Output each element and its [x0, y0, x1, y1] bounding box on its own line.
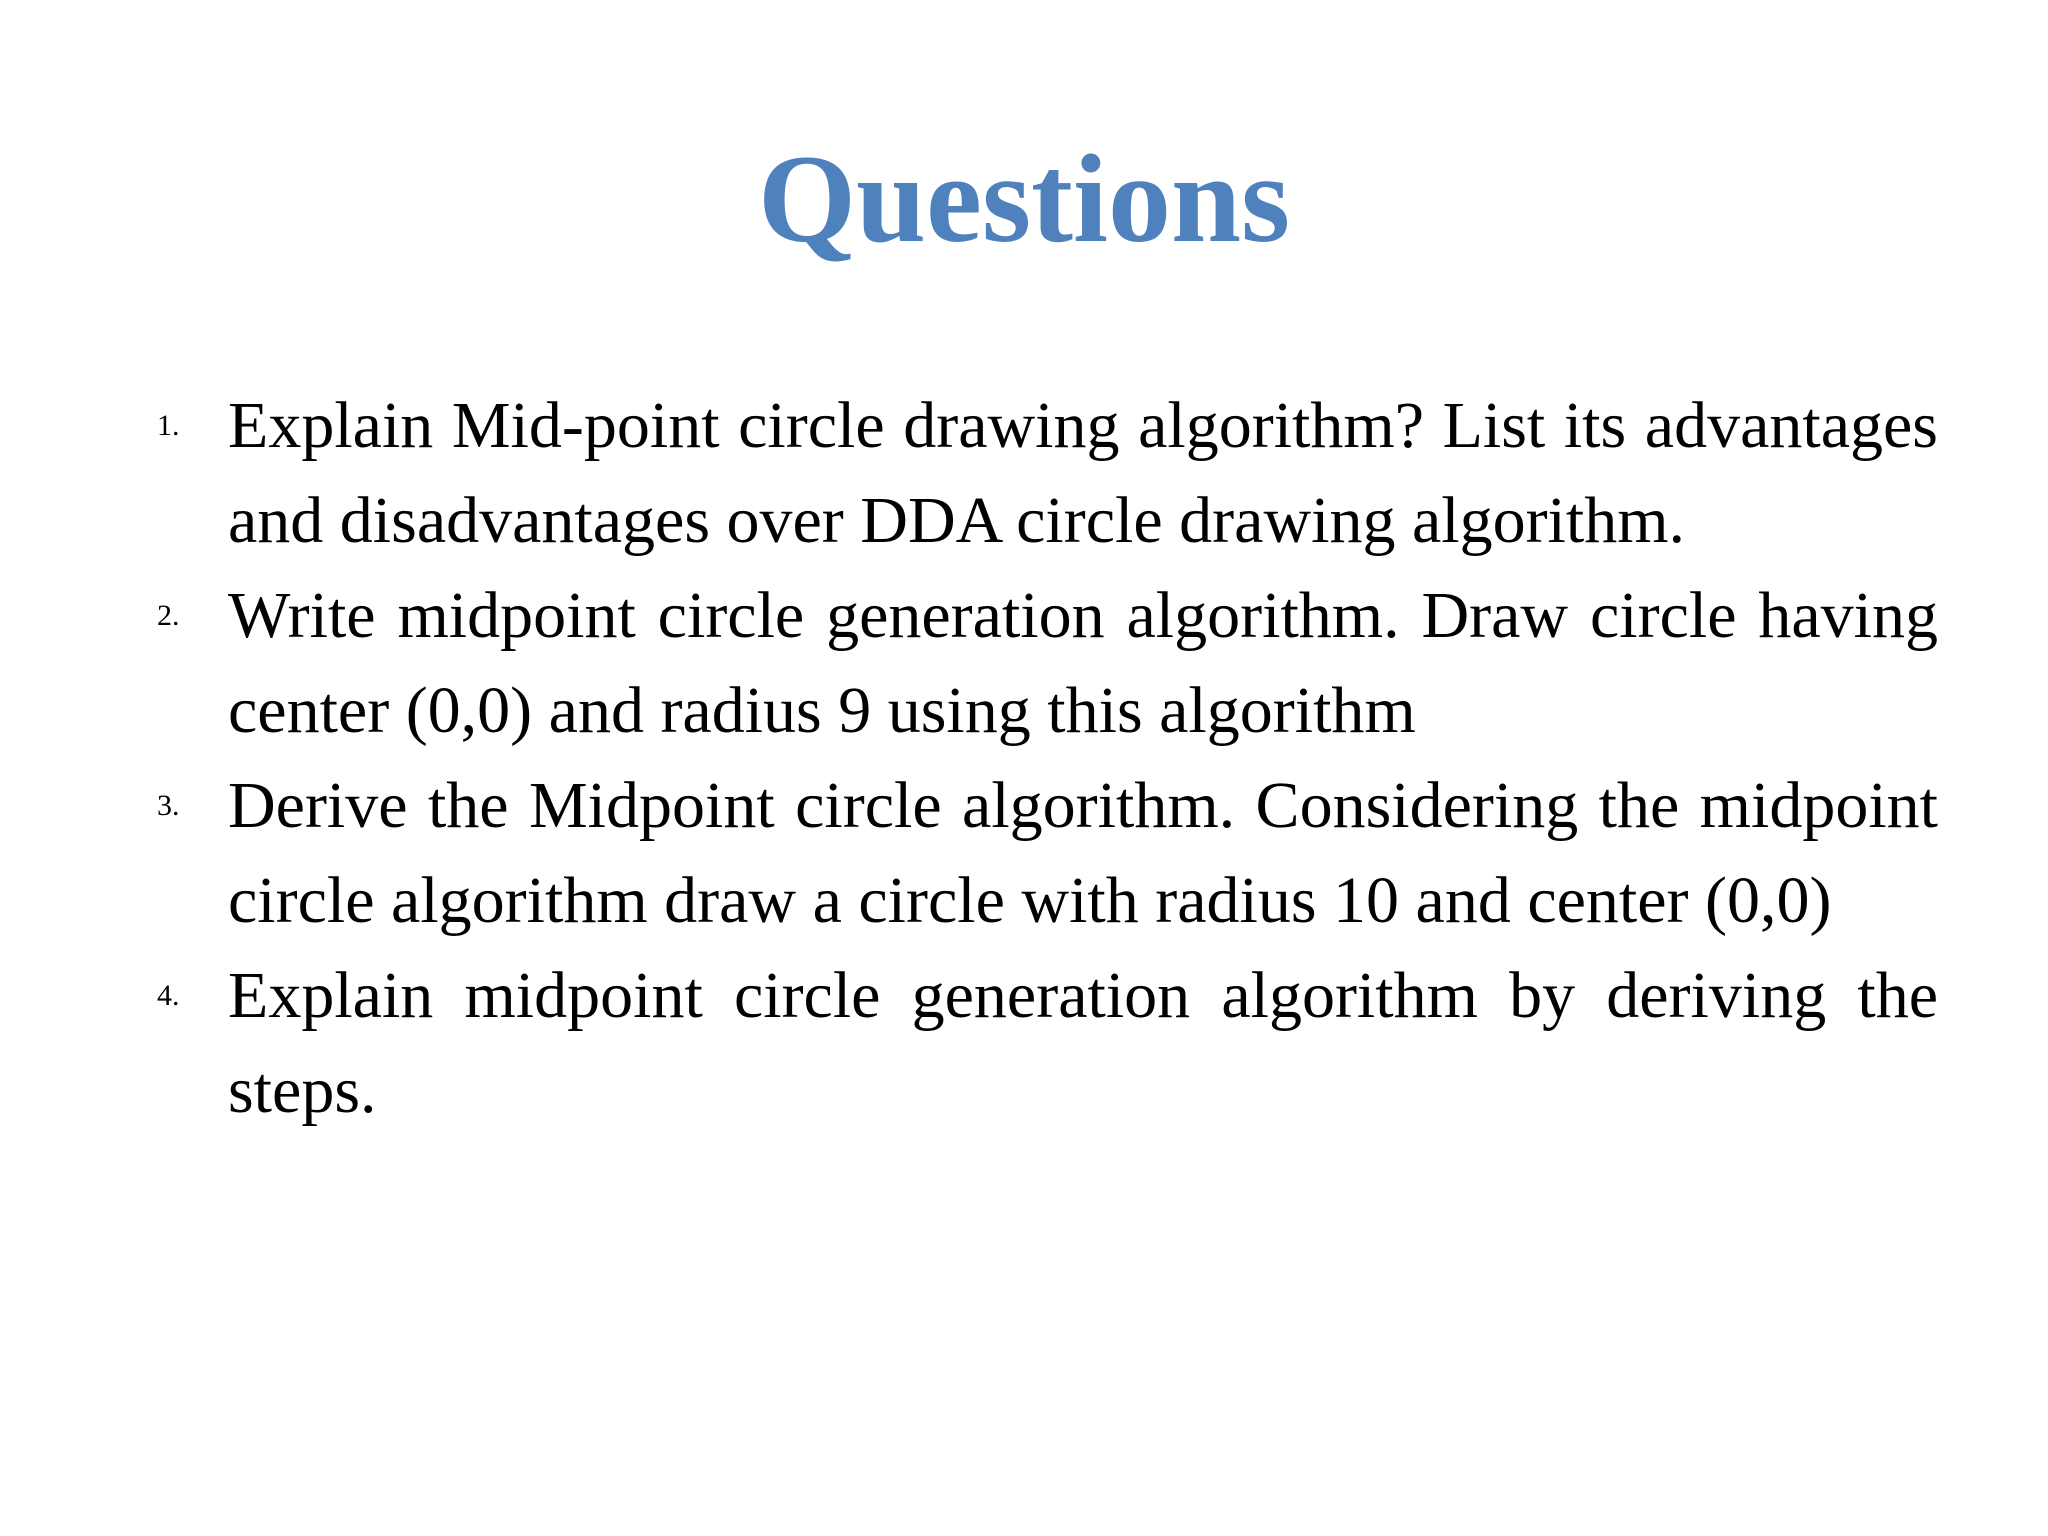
- question-text: Write midpoint circle generation algorithm. Draw circle having center (0,0) and radius 9 using this algorithm: [228, 579, 1938, 747]
- question-number: 4.: [157, 979, 180, 1012]
- question-text: Explain Mid-point circle drawing algorithm? List its advantages and disadvantages over DDA circle drawing algorithm.: [228, 389, 1938, 557]
- question-number: 1.: [157, 409, 180, 442]
- question-list: [145, 378, 1945, 1138]
- question-item-4: [145, 948, 1938, 1138]
- slide-title: Questions: [757, 130, 1291, 269]
- question-number: 3.: [157, 789, 180, 822]
- question-item-3: [145, 758, 1938, 948]
- question-item-1: [145, 378, 1938, 568]
- question-item-2: [145, 568, 1938, 758]
- question-number: 2.: [157, 599, 180, 632]
- question-text: Derive the Midpoint circle algorithm. Considering the midpoint circle algorithm draw a circle with radius 10 and center (0,0): [228, 769, 1938, 937]
- question-text: Explain midpoint circle generation algorithm by deriving the steps.: [228, 959, 1938, 1127]
